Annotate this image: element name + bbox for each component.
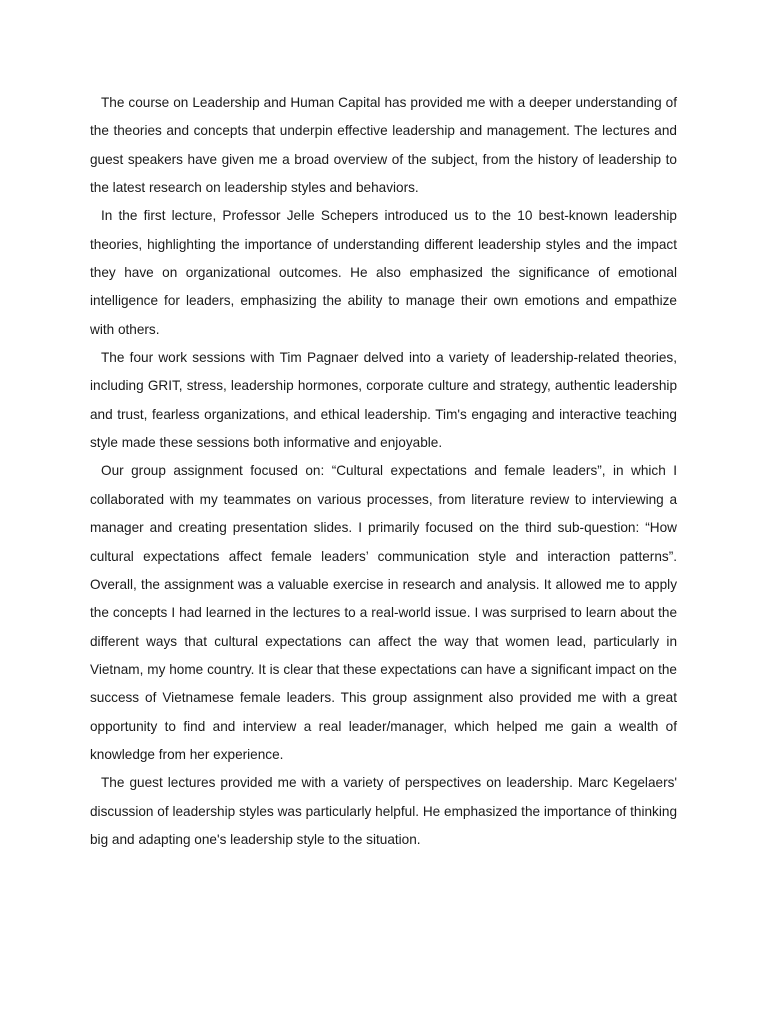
document-body [90,89,677,854]
paragraph-3: The four work sessions with Tim Pagnaer delved into a variety of leadership-related theories, including GRIT, stress, leadership hormones, corporate culture and strategy, authentic leadership and trust, fearless organizations, and ethical leadership. Tim's engaging and interactive teaching style made these sessions both informative and enjoyable. [90,350,677,451]
paragraph-1: The course on Leadership and Human Capital has provided me with a deeper understanding of the theories and concepts that underpin effective leadership and management. The lectures and guest speakers have given me a broad overview of the subject, from the history of leadership to the latest research on leadership styles and behaviors. [90,95,677,196]
paragraph-4: Our group assignment focused on: “Cultural expectations and female leaders”, in which I collaborated with my teammates on various processes, from literature review to interviewing a manager and creating presentation slides. I primarily focused on the third sub-question: “How cultural expectations affect female leaders’ communication style and interaction patterns”. Overall, the assignment was a valuable exercise in research and analysis. It allowed me to apply the concepts I had learned in the lectures to a real-world issue. I was surprised to learn about the different ways that cultural expectations can affect the way that women lead, particularly in Vietnam, my home country. It is clear that these expectations can have a significant impact on the success of Vietnamese female leaders. This group assignment also provided me with a great opportunity to find and interview a real leader/manager, which helped me gain a wealth of knowledge from her experience. [90,463,677,762]
paragraph-5: The guest lectures provided me with a variety of perspectives on leadership. Marc Kegelaers' discussion of leadership styles was particularly helpful. He emphasized the importance of thinking big and adapting one's leadership style to the situation. [90,775,677,847]
paragraph-2: In the first lecture, Professor Jelle Schepers introduced us to the 10 best-known leadership theories, highlighting the importance of understanding different leadership styles and the impact they have on organizational outcomes. He also emphasized the significance of emotional intelligence for leaders, emphasizing the ability to manage their own emotions and empathize with others. [90,208,677,337]
